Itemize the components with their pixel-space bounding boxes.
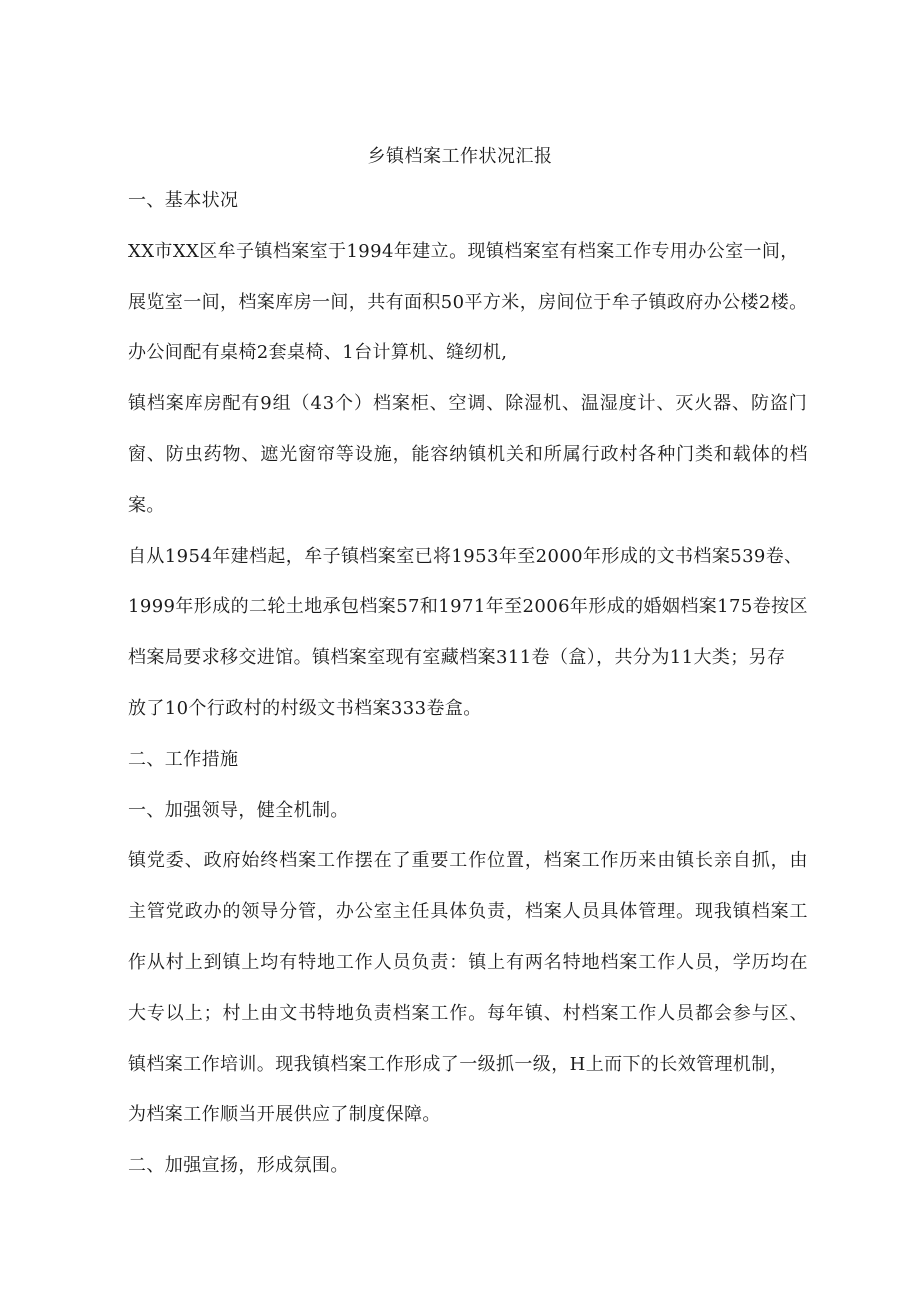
document-title: 乡镇档案工作状况汇报 — [367, 146, 553, 167]
paragraph-line: 自从1954年建档起，牟子镇档案室已将1953年至2000年形成的文书档案539卷、 — [128, 545, 803, 567]
paragraph-line: XX市XX区牟子镇档案室于1994年建立。现镇档案室有档案工作专用办公室一间， — [128, 240, 799, 262]
section-heading-measures: 二、工作措施 — [128, 748, 239, 770]
paragraph-line: 为档案工作顺当开展供应了制度保障。 — [128, 1104, 441, 1126]
paragraph-line: 镇党委、政府始终档案工作摆在了重要工作位置，档案工作历来由镇长亲自抓，由 — [128, 850, 809, 872]
paragraph-line: 放了10个行政村的村级文书档案333卷盒。 — [128, 697, 482, 719]
paragraph-line: 镇档案库房配有9组（43个）档案柜、空调、除湿机、温湿度计、灭火器、防盗门 — [128, 393, 808, 415]
paragraph-line: 主管党政办的领导分管，办公室主任具体负责，档案人员具体管理。现我镇档案工 — [128, 901, 809, 923]
paragraph-line: 办公间配有桌椅2套桌椅、1台计算机、缝纫机, — [128, 342, 508, 364]
subsection-heading-publicity: 二、加强宣扬，形成氛围。 — [128, 1155, 349, 1177]
section-heading-basic: 一、基本状况 — [128, 190, 239, 211]
paragraph-line: 案。 — [128, 494, 165, 516]
paragraph-line: 窗、防虫药物、遮光窗帘等设施，能容纳镇机关和所属行政村各种门类和载体的档 — [128, 443, 809, 465]
paragraph-line: 镇档案工作培训。现我镇档案工作形成了一级抓一级，H上而下的长效管理机制， — [128, 1053, 789, 1075]
paragraph-line: 档案局要求移交进馆。镇档案室现有室藏档案311卷（盒），共分为11大类；另存 — [128, 647, 786, 669]
paragraph-line: 1999年形成的二轮土地承包档案57和1971年至2006年形成的婚姻档案175卷按区 — [128, 596, 808, 618]
subsection-heading-leadership: 一、加强领导，健全机制。 — [128, 799, 349, 821]
paragraph-line: 作从村上到镇上均有特地工作人员负责：镇上有两名特地档案工作人员，学历均在 — [128, 951, 809, 973]
paragraph-line: 展览室一间，档案库房一间，共有面积50平方米，房间位于牟子镇政府办公楼2楼。 — [128, 291, 808, 313]
paragraph-line: 大专以上；村上由文书特地负责档案工作。每年镇、村档案工作人员都会参与区、 — [128, 1002, 809, 1024]
document-body — [128, 186, 809, 1202]
